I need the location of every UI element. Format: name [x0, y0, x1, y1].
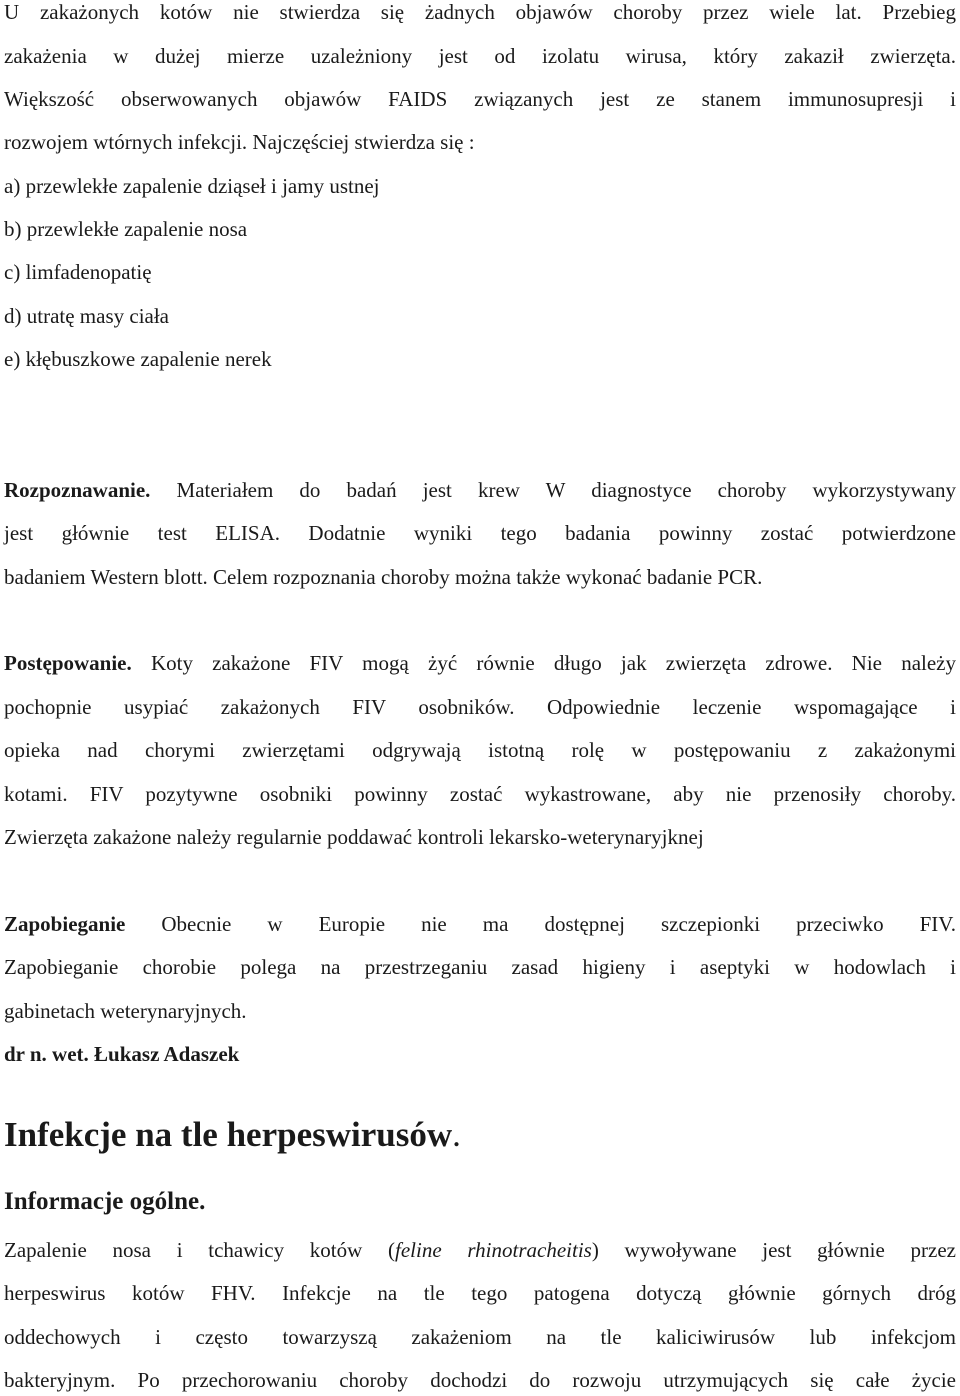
latin-name: feline rhinotracheitis [395, 1238, 592, 1262]
section-title-text: Infekcje na tle herpeswirusów [4, 1115, 453, 1154]
management-line: kotami. FIV pozytywne osobniki powinny zostać wykastrowane, aby nie przenosiły choroby. [4, 782, 956, 806]
list-item: e) kłębuszkowe zapalenie nerek [4, 347, 272, 371]
section-title-dot: . [452, 1115, 461, 1154]
author-name: dr n. wet. Łukasz Adaszek [4, 1042, 240, 1066]
subsection-title: Informacje ogólne. [4, 1188, 206, 1215]
management-line [4, 649, 956, 677]
diagnosis-label: Rozpoznawanie. [4, 478, 151, 502]
management-label: Postępowanie. [4, 651, 132, 675]
herpes-line [4, 1236, 956, 1264]
list-item: b) przewlekłe zapalenie nosa [4, 217, 248, 241]
diagnosis-text: Materiałem do badań jest krew W diagnostyce choroby wykorzystywany [150, 478, 956, 502]
prevention-label: Zapobieganie [4, 912, 126, 936]
management-text: Koty zakażone FIV mogą żyć równie długo jak zwierzęta zdrowe. Nie należy [131, 651, 956, 675]
prevention-text: Obecnie w Europie nie ma dostępnej szczepionki przeciwko FIV. [125, 912, 956, 936]
section-title [4, 1113, 461, 1157]
text-line: zakażenia w dużej mierze uzależniony jest od izolatu wirusa, który zakaził zwierzęta. [4, 44, 956, 68]
diagnosis-line: badaniem Western blott. Celem rozpoznania choroby można także wykonać badanie PCR. [4, 565, 763, 589]
text-line: U zakażonych kotów nie stwierdza się żadnych objawów choroby przez wiele lat. Przebieg [4, 0, 956, 24]
herpes-text: Zapalenie nosa i tchawicy kotów ( [4, 1238, 396, 1262]
prevention-line [4, 910, 956, 938]
herpes-text: ) wywoływane jest głównie przez [591, 1238, 956, 1262]
herpes-line: herpeswirus kotów FHV. Infekcje na tle tego patogena dotyczą głównie górnych dróg [4, 1281, 956, 1305]
diagnosis-line [4, 476, 956, 504]
prevention-line: gabinetach weterynaryjnych. [4, 999, 247, 1023]
management-line: Zwierzęta zakażone należy regularnie poddawać kontroli lekarsko-weterynaryjknej [4, 825, 704, 849]
management-line: pochopnie usypiać zakażonych FIV osobników. Odpowiednie leczenie wspomagające i [4, 695, 956, 719]
text-line: Większość obserwowanych objawów FAIDS związanych jest ze stanem immunosupresji i [4, 87, 956, 111]
text-line: rozwojem wtórnych infekcji. Najczęściej stwierdza się : [4, 130, 475, 154]
management-line: opieka nad chorymi zwierzętami odgrywają istotną rolę w postępowaniu z zakażonymi [4, 738, 956, 762]
herpes-line: oddechowych i często towarzyszą zakażeniom na tle kaliciwirusów lub infekcjom [4, 1325, 956, 1349]
list-item: d) utratę masy ciała [4, 304, 170, 328]
herpes-line: bakteryjnym. Po przechorowaniu choroby dochodzi do rozwoju utrzymujących się całe życie [4, 1368, 956, 1392]
list-item: c) limfadenopatię [4, 260, 152, 284]
list-item: a) przewlekłe zapalenie dziąseł i jamy ustnej [4, 174, 380, 198]
diagnosis-line: jest głównie test ELISA. Dodatnie wyniki tego badania powinny zostać potwierdzone [4, 521, 956, 545]
prevention-line: Zapobieganie chorobie polega na przestrzeganiu zasad higieny i aseptyki w hodowlach i [4, 955, 956, 979]
